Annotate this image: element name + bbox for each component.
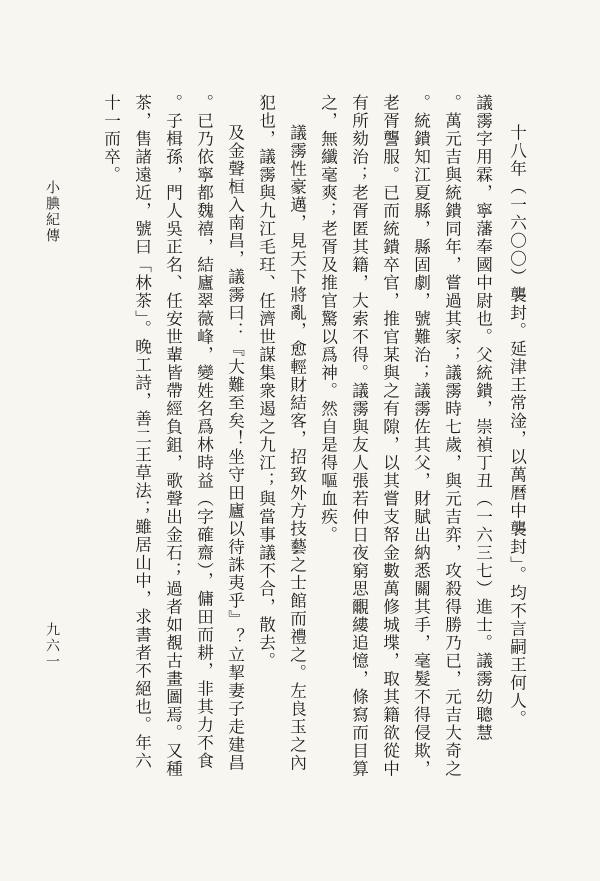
- running-title: 小腆紀傳: [44, 180, 60, 244]
- text-column: 犯也，議霶與九江毛玨、任濟世謀集衆遏之九江；與當事議不合，散去。: [256, 94, 276, 670]
- text-column: 及金聲桓入南昌，議霶曰：『大難至矣！坐守田廬以待誅夷乎』？立挈妻子走建昌: [225, 124, 245, 772]
- text-column: 議霶性豪邁，見天下將亂，愈輕財結客，招致外方技藝之士館而禮之。左良玉之內: [287, 124, 307, 772]
- text-column: 之，無纖毫爽；老胥及推官驚以爲神。然自是得嘔血疾。: [318, 94, 338, 544]
- page-number: 九六一: [44, 622, 60, 670]
- text-column: 。統鐀知江夏縣，縣固劇，號難治；議霶佐其父，財賦出納悉關其手，毫髮不得侵欺，: [411, 94, 431, 778]
- text-column: 有所劾治；老胥匿其籍，大索不得。議霶與友人張若仲日夜窮思覼縷追憶，條寫而目算: [349, 94, 369, 778]
- text-column: 議霶字用霖，寧藩奉國中尉也。父統鐀，崇禎丁丑（一六三七）進士。議霶幼聰慧: [473, 94, 493, 742]
- text-column: 十八年（一六〇〇）襲封。延津王常淦，以萬曆中襲封」。均不言嗣王何人。: [507, 124, 527, 728]
- text-column: 老胥讋服。已而統鐀卒官，推官某與之有隙，以其嘗支帑金數萬修城堞，取其籍欲從中: [380, 94, 400, 778]
- text-column: 。已乃依寧都魏禧，結廬翠薇峰，變姓名爲林時益（字確齋），傭田而耕，非其力不食: [194, 94, 214, 770]
- text-column: 十一而卒。: [101, 94, 121, 184]
- text-column: 。萬元吉與統鐀同年，嘗過其家；議霶時七歲，與元吉弈，攻殺得勝乃已，元吉大奇之: [442, 94, 462, 778]
- text-column: 茶，售諸遠近，號曰「林茶」。晚工詩，善二王草法；雖居山中，求書者不絕也。年六: [132, 94, 152, 770]
- text-column: 。子楫孫，門人吳正名、任安世輩皆帶經負鉏，歌聲出金石；過者如覩古畫圖焉。又種: [163, 94, 183, 778]
